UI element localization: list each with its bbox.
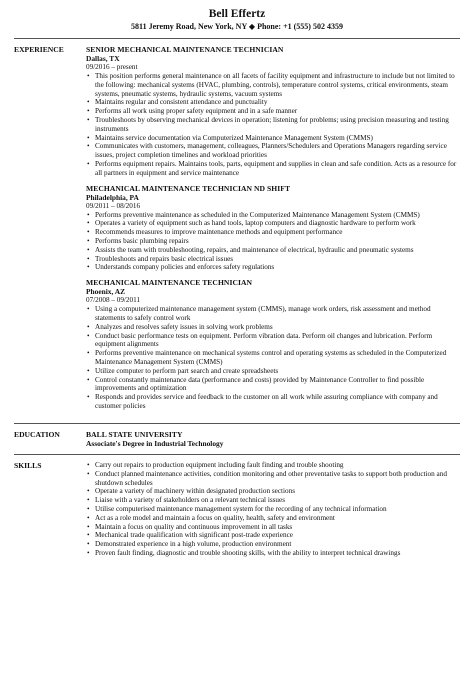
duty-item: • Performs preventive maintenance as scheduled in the Computerized Maintenance Management System (CMMS): [86, 211, 460, 220]
skills-list: [86, 461, 460, 558]
duty-item: • Troubleshoots and repairs basic electrical issues: [86, 255, 460, 264]
job-location: Dallas, TX: [86, 54, 120, 64]
duty-item: • Performs basic plumbing repairs: [86, 237, 460, 246]
skills-section: [14, 461, 460, 558]
job-duties: [86, 305, 460, 411]
duty-item: • Recommends measures to improve maintenance methods and equipment performance: [86, 228, 460, 237]
job-location: Philadelphia, PA: [86, 192, 139, 202]
candidate-name: Bell Effertz: [208, 8, 266, 20]
duty-item: • Control constantly maintenance data (performance and costs) provided by Maintenance Controller to find possible improvements and optimization: [86, 376, 460, 394]
job-title: MECHANICAL MAINTENANCE TECHNICIAN: [86, 278, 253, 288]
duty-item: • Utilize computer to perform part search and create spreadsheets: [86, 367, 460, 376]
job-location: Phoenix, AZ: [86, 287, 126, 297]
duty-item: • Using a computerized maintenance management system (CMMS), manage work orders, risk assessment and method statements to safely control work: [86, 305, 460, 323]
job-dates: 07/2008 – 09/2011: [86, 296, 141, 305]
job-title: MECHANICAL MAINTENANCE TECHNICIAN ND SHIFT: [86, 183, 291, 193]
job-entry: [86, 278, 460, 411]
duty-item: • Assists the team with troubleshooting, repairs, and maintenance of electrical, hydraulic and pneumatic systems: [86, 246, 460, 255]
skill-item: • Operate a variety of machinery within designated production sections: [86, 487, 460, 496]
job-duties: [86, 72, 460, 178]
skills-heading: SKILLS: [14, 461, 42, 470]
job-title: SENIOR MECHANICAL MAINTENANCE TECHNICIAN: [86, 45, 284, 54]
section-divider: [14, 423, 460, 424]
experience-heading: EXPERIENCE: [14, 45, 64, 54]
experience-section: [14, 45, 460, 417]
school-name: BALL STATE UNIVERSITY: [86, 429, 183, 439]
duty-item: • Performs all work using proper safety equipment and in a safe manner: [86, 107, 460, 116]
job-entry: [86, 184, 460, 273]
job-dates: 09/2016 – present: [86, 63, 138, 72]
skill-item: • Maintain a focus on quality and continuous improvement in all tasks: [86, 523, 460, 532]
skill-item: • Mechanical trade qualification with significant post-trade experience: [86, 531, 460, 540]
job-duties: [86, 211, 460, 273]
header-divider: [14, 38, 460, 39]
degree: Associate's Degree in Industrial Technology: [86, 439, 224, 448]
job-entry: [86, 45, 460, 178]
contact-line: 5811 Jeremy Road, New York, NY ◆ Phone: +1 (555) 502 4359: [131, 22, 343, 31]
skill-item: • Utilise computerised maintenance management system for the recording of any technical information: [86, 505, 460, 514]
duty-item: • Understands company policies and enforces safety regulations: [86, 263, 460, 272]
skill-item: • Demonstrated experience in a high volume, production environment: [86, 540, 460, 549]
skill-item: • Proven fault finding, diagnostic and trouble shooting skills, with the ability to interpret technical drawings: [86, 549, 460, 558]
duty-item: • Maintains regular and consistent attendance and punctuality: [86, 98, 460, 107]
duty-item: • Performs equipment repairs. Maintains tools, parts, equipment and supplies in clean and safe condition. Acts as a resource for all partners in equipment and service maintenance: [86, 160, 460, 178]
skills-body: [86, 461, 460, 558]
duty-item: • Responds and provides service and feedback to the customer on all work while assuring compliance with company and customer policies: [86, 393, 460, 411]
education-body: [86, 430, 460, 448]
duty-item: • Communicates with customers, management, colleagues, Planners/Schedulers and Operations Managers regarding service issues, project completion timelines and workload priorities: [86, 142, 460, 160]
education-section: [14, 430, 460, 448]
experience-body: [86, 45, 460, 417]
education-heading: EDUCATION: [14, 429, 60, 439]
duty-item: • Operates a variety of equipment such as hand tools, laptop computers and diagnostic hardware to perform work: [86, 219, 460, 228]
duty-item: • Analyzes and resolves safety issues in solving work problems: [86, 323, 460, 332]
skill-item: • Act as a role model and maintain a focus on quality, health, safety and environment: [86, 514, 460, 523]
duty-item: • Troubleshoots by observing mechanical devices in operation; listening for problems; using precision measuring and testing instruments: [86, 116, 460, 134]
skill-item: • Conduct planned maintenance activities, condition monitoring and other preventative tasks to support both production and shutdown schedules: [86, 470, 460, 488]
job-dates: 09/2011 – 08/2016: [86, 201, 141, 210]
skill-item: • Liaise with a variety of stakeholders on a relevant technical issues: [86, 496, 460, 505]
duty-item: • This position performs general maintenance on all facets of facility equipment and infrastructure to include but not limited to the following: mechanical systems (HVAC, plumbing, controls), temperature control systems, critical environments, steam systems, pneumatic systems, hydraulic systems, vacuum systems: [86, 72, 460, 98]
duty-item: • Maintains service documentation via Computerized Maintenance Management System (CMMS): [86, 134, 460, 143]
section-divider: [14, 454, 460, 455]
duty-item: • Conduct basic performance tests on equipment. Perform vibration data. Perform oil changes and lubrication. Perform equipment alignments: [86, 332, 460, 350]
duty-item: • Performs preventive maintenance on mechanical systems control and operating systems as scheduled in the Computerized Maintenance Management System (CMMS): [86, 349, 460, 367]
skill-item: • Carry out repairs to production equipment including fault finding and trouble shooting: [86, 461, 460, 470]
